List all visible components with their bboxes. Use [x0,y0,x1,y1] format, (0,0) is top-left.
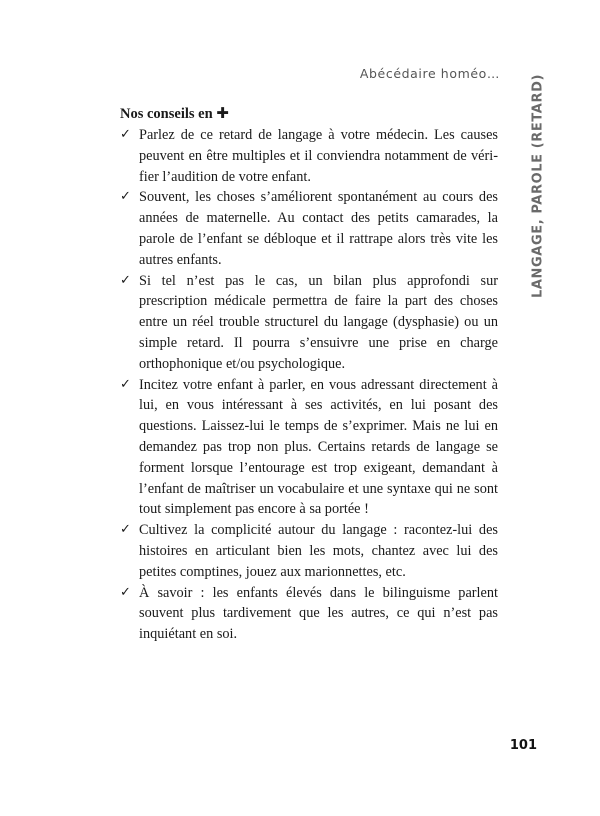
advice-item [120,271,498,375]
advice-item-text: Souvent, les choses s’améliorent spontanément au cours des années de maternelle. Au contact des petits camarades, la parole de l’enfant se débloque et il rattrape alors très vite les autres enfants. [139,189,498,268]
advice-item-text: Incitez votre enfant à parler, en vous adressant directement à lui, en vous intéressant à ses activités, en lui posant des questions. Laissez-lui le temps de s’exprimer. Mais ne lui en demandez pas trop non plus. Certains retards de langage se forment lorsque l’entourage est trop exigeant, demandant à l’enfant de maîtriser un vocabulaire et une syntaxe qui ne sont tout simplement pas encore à sa portée ! [139,376,498,518]
plus-icon: ✚ [216,104,229,122]
advice-item [120,375,498,521]
checkmark-icon: ✓ [120,522,131,538]
checkmark-icon: ✓ [120,272,131,288]
checkmark-icon: ✓ [120,127,131,142]
advice-item [120,520,498,582]
chapter-side-tab [528,73,548,299]
page-number: 101 [509,738,537,753]
section-heading [120,103,498,124]
running-head: Abécédaire homéo… [359,66,500,81]
checkmark-icon: ✓ [120,584,131,600]
checkmark-icon: ✓ [120,189,131,205]
advice-list [120,125,498,645]
advice-item-text: À savoir : les enfants élevés dans le bilinguisme parlent souvent plus tardivement que les autres, ce qui n’est pas inquiétant en soi. [139,584,498,643]
section-heading-text: Nos conseils en [120,106,213,122]
chapter-side-tab-label: LANGAGE, PAROLE (RETARD) [530,73,546,299]
advice-item-text: Parlez de ce retard de langage à votre médecin. Les causes peuvent en être multiples et il conviendra notamment de vérifier l’audition de votre enfant. [139,127,498,185]
advice-item-text: Si tel n’est pas le cas, un bilan plus approfondi sur prescription médicale permettra de faire la part des choses entre un réel trouble structurel du langage (dysphasie) ou un simple retard. Il pourra s’ensuivre une prise en charge orthophonique et/ou psychologique. [139,272,498,372]
advice-item-text: Cultivez la complicité autour du langage : racontez-lui des histoires en articulant bien les mots, chantez avec lui des petites comptines, jouez aux marionnettes, etc. [139,522,498,580]
advice-section [120,103,498,645]
advice-item [120,125,498,187]
advice-item [120,583,498,645]
checkmark-icon: ✓ [120,376,131,392]
advice-item [120,187,498,270]
